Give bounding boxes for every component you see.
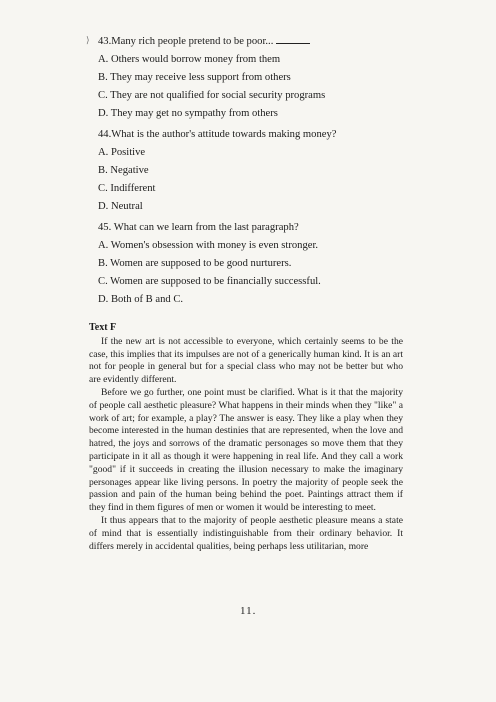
question-stem: 44.What is the author's attitude towards making money? [98,129,337,140]
passage-paragraph: Before we go further, one point must be clarified. What is it that the majority of people call aesthetic pleasure? What happens in their minds when they "like" a work of art; for example, a play? The answer is easy. They like a play when they become interested in the human destinies that are represented, when the love and hatred, the joys and sorrows of the dramatic personages so move them that they participate in it all as though it were happening in real life. And they call a work "good" if it succeeds in creating the illusion necessary to make the imaginary personages appear like living persons. In poetry the majority of people seek the passion and pain of the human being behind the poet. Paintings attract them if they find in them figures of men or women it would be interesting to meet. [89,386,403,514]
option-b: B. Women are supposed to be good nurturers. [98,258,292,269]
answer-blank [276,43,310,44]
option-c: C. They are not qualified for social security programs [98,90,326,101]
option-c: C. Indifferent [98,183,156,194]
question-stem: 45. What can we learn from the last paragraph? [98,222,299,233]
reading-passage [89,322,403,553]
option-a: A. Others would borrow money from them [98,54,281,65]
option-d: D. They may get no sympathy from others [98,108,278,119]
option-c: C. Women are supposed to be financially successful. [98,276,321,287]
option-a: A. Positive [98,147,146,158]
question-stem: 43.Many rich people pretend to be poor... [98,33,325,51]
option-b: B. They may receive less support from others [98,72,291,83]
passage-paragraph: It thus appears that to the majority of people aesthetic pleasure means a state of mind that is essentially indistinguishable from their ordinary behavior. It differs merely in accidental qualities, being perhaps less utilitarian, more [89,514,403,552]
scan-mark: ⟩ [86,35,90,45]
option-d: D. Neutral [98,201,143,212]
page-number: 11. [240,605,257,617]
passage-paragraph: If the new art is not accessible to everyone, which certainly seems to be the case, this implies that its impulses are not of a generically human kind. It is an art not for people in general but for a special class who may not be better but who are evidently different. [89,335,403,386]
option-d: D. Both of B and C. [98,294,184,305]
option-a: A. Women's obsession with money is even stronger. [98,240,319,251]
question-44 [98,126,336,216]
passage-title: Text F [89,322,117,333]
question-45 [98,219,321,309]
question-43 [98,33,325,123]
option-b: B. Negative [98,165,149,176]
